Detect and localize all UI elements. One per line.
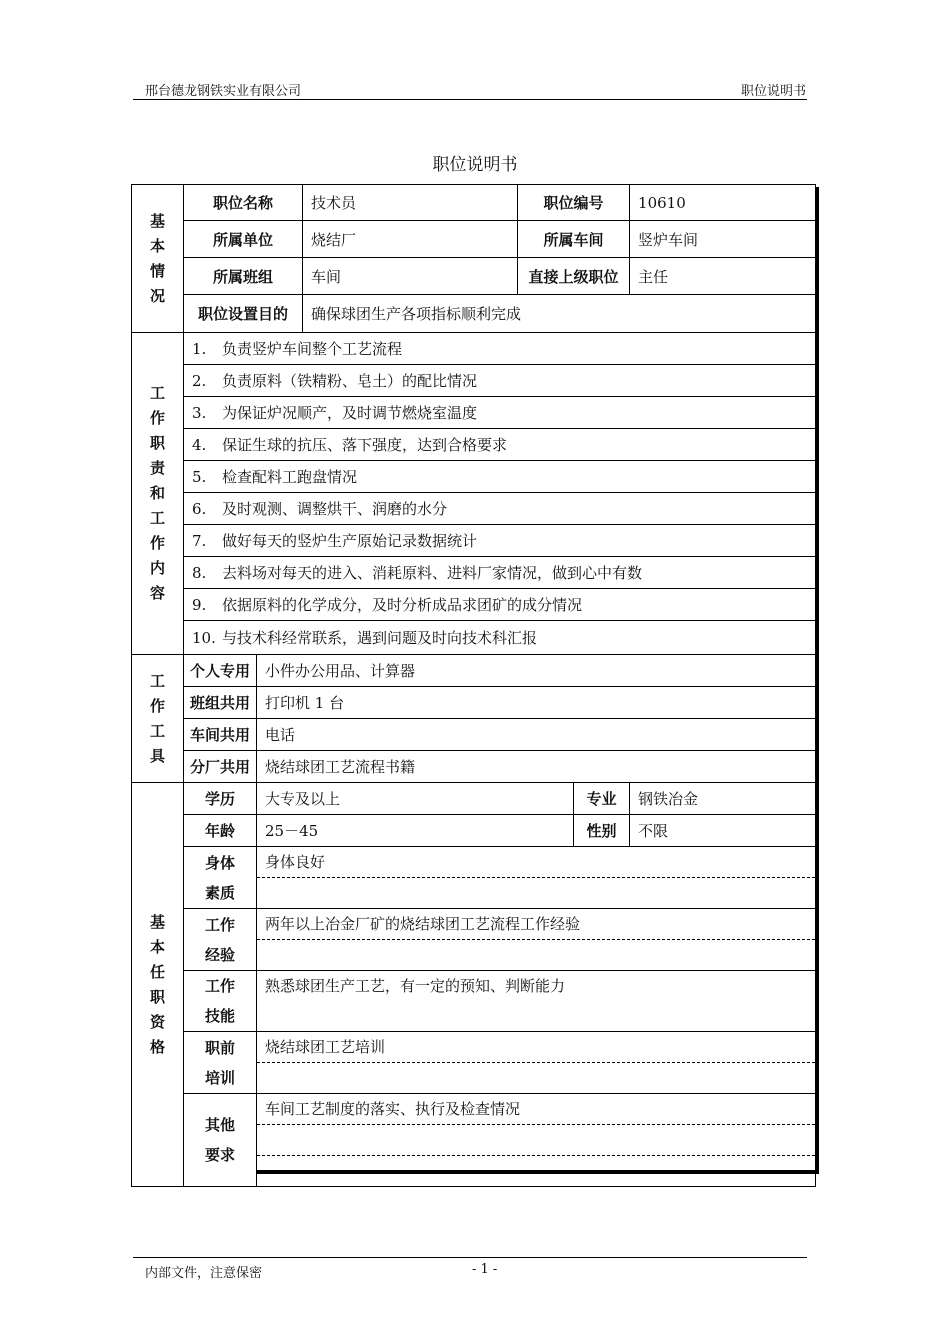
section-tools: 工作工具: [132, 655, 184, 783]
value-experience: 两年以上冶金厂矿的烧结球团工艺流程工作经验: [257, 909, 816, 971]
value-other: 车间工艺制度的落实、执行及检查情况: [257, 1094, 816, 1187]
tool-value: 烧结球团工艺流程书籍: [257, 751, 816, 783]
duty-item: 10. 与技术科经常联系，遇到问题及时向技术科汇报: [184, 621, 816, 655]
label-physical: 身体 素质: [184, 847, 257, 909]
value-position-code: 10610: [630, 185, 816, 221]
page-title: 职位说明书: [432, 155, 518, 175]
value-physical: 身体良好: [257, 847, 816, 909]
tool-label: 班组共用: [184, 687, 257, 719]
value-unit: 烧结厂: [303, 221, 518, 258]
duty-item: 3. 为保证炉况顺产，及时调节燃烧室温度: [184, 397, 816, 429]
label-gender: 性别: [574, 815, 630, 847]
tool-value: 打印机 1 台: [257, 687, 816, 719]
label-position-name: 职位名称: [184, 185, 303, 221]
tool-value: 小件办公用品、计算器: [257, 655, 816, 687]
duty-item: 8. 去料场对每天的进入、消耗原料、进料厂家情况，做到心中有数: [184, 557, 816, 589]
label-team: 所属班组: [184, 258, 303, 295]
header-doc-type: 职位说明书: [740, 84, 806, 99]
header-rule: [133, 99, 807, 100]
label-superior: 直接上级职位: [518, 258, 630, 295]
footer-note: 内部文件，注意保密: [145, 1266, 263, 1281]
label-workshop: 所属车间: [518, 221, 630, 258]
value-age: 25－45: [257, 815, 574, 847]
duty-item: 9. 依据原料的化学成分，及时分析成品求团矿的成分情况: [184, 589, 816, 621]
tool-value: 电话: [257, 719, 816, 751]
duty-item: 2. 负责原料（铁精粉、皂土）的配比情况: [184, 365, 816, 397]
section-duties: 工作职责和工作内容: [132, 333, 184, 655]
value-training: 烧结球团工艺培训: [257, 1032, 816, 1094]
value-team: 车间: [303, 258, 518, 295]
footer-rule: [133, 1257, 807, 1258]
label-skills: 工作 技能: [184, 971, 257, 1032]
value-skills: 熟悉球团生产工艺，有一定的预知、判断能力: [257, 971, 816, 1032]
label-unit: 所属单位: [184, 221, 303, 258]
label-purpose: 职位设置目的: [184, 295, 303, 333]
value-superior: 主任: [630, 258, 816, 295]
value-education: 大专及以上: [257, 783, 574, 815]
value-workshop: 竖炉车间: [630, 221, 816, 258]
tool-label: 个人专用: [184, 655, 257, 687]
label-training: 职前 培训: [184, 1032, 257, 1094]
value-position-name: 技术员: [303, 185, 518, 221]
value-gender: 不限: [630, 815, 816, 847]
section-qualifications: 基本任职资格: [132, 783, 184, 1187]
job-description-table: [131, 184, 816, 1187]
label-major: 专业: [574, 783, 630, 815]
duty-item: 1. 负责竖炉车间整个工艺流程: [184, 333, 816, 365]
header-company: 邢台德龙钢铁实业有限公司: [145, 84, 302, 99]
value-purpose: 确保球团生产各项指标顺利完成: [303, 295, 816, 333]
tool-label: 车间共用: [184, 719, 257, 751]
label-experience: 工作 经验: [184, 909, 257, 971]
label-age: 年龄: [184, 815, 257, 847]
label-other: 其他 要求: [184, 1094, 257, 1187]
label-education: 学历: [184, 783, 257, 815]
section-basic-info: 基本情况: [132, 185, 184, 333]
label-position-code: 职位编号: [518, 185, 630, 221]
page-number: - 1 -: [472, 1262, 498, 1277]
value-major: 钢铁冶金: [630, 783, 816, 815]
tool-label: 分厂共用: [184, 751, 257, 783]
duty-item: 5. 检查配料工跑盘情况: [184, 461, 816, 493]
duty-item: 6. 及时观测、调整烘干、润磨的水分: [184, 493, 816, 525]
duty-item: 7. 做好每天的竖炉生产原始记录数据统计: [184, 525, 816, 557]
duty-item: 4. 保证生球的抗压、落下强度，达到合格要求: [184, 429, 816, 461]
